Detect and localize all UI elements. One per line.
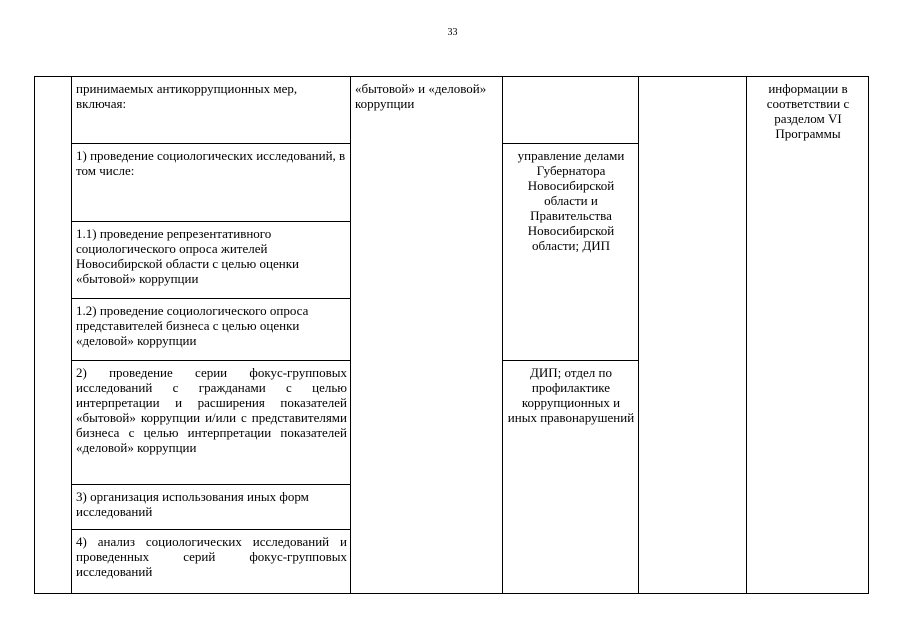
executor-empty-cell bbox=[503, 77, 639, 144]
measure-item-3: 3) организация использования иных форм исследований bbox=[72, 485, 351, 530]
indicator-cell: «бытовой» и «деловой» коррупции bbox=[351, 77, 503, 594]
row-number-cell bbox=[35, 77, 72, 594]
measure-intro-cell: принимаемых антикоррупционных мер, включая: bbox=[72, 77, 351, 144]
measure-item-4: 4) анализ социологических исследований и проведенных серий фокус-групповых исследований bbox=[72, 530, 351, 594]
note-cell: информации в соответствии с разделом VI Программы bbox=[747, 77, 869, 594]
executor-cell-2: ДИП; отдел по профилактике коррупционных и иных правонарушений bbox=[503, 361, 639, 594]
page-number: 33 bbox=[447, 27, 458, 38]
executor-cell-1: управление делами Губернатора Новосибирской области и Правительства Новосибирской области; ДИП bbox=[503, 144, 639, 361]
measure-item-2: 2) проведение серии фокус-групповых исследований с гражданами с целью интерпретации и расширения показателей «бытовой» коррупции и/или с представителями бизнеса с целью интерпретации показателей «деловой» коррупции bbox=[72, 361, 351, 485]
program-table bbox=[34, 76, 869, 594]
measure-item-1-2: 1.2) проведение социологического опроса представителей бизнеса с целью оценки «деловой» коррупции bbox=[72, 299, 351, 361]
measure-item-1-1: 1.1) проведение репрезентативного социологического опроса жителей Новосибирской области с целью оценки «бытовой» коррупции bbox=[72, 222, 351, 299]
deadline-cell bbox=[639, 77, 747, 594]
measure-item-1: 1) проведение социологических исследований, в том числе: bbox=[72, 144, 351, 222]
